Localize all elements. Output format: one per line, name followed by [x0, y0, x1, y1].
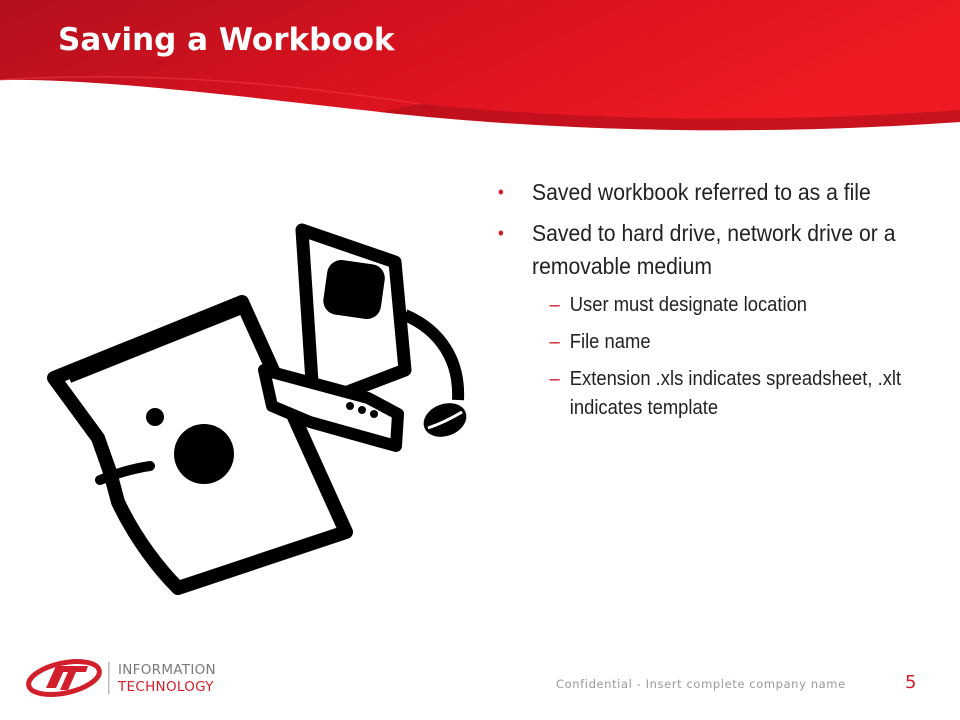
sub-bullet-text: File name: [569, 331, 651, 353]
bullet-text: Saved to hard drive, network drive or a removable medium: [532, 220, 896, 279]
sub-bullet-marker: –: [549, 331, 560, 353]
header-banner: [0, 0, 960, 140]
slide-title: Saving a Workbook: [58, 22, 395, 58]
sub-bullet-marker: –: [549, 368, 560, 390]
bullet-item: [498, 176, 928, 209]
logo-line-technology: TECHNOLOGY: [118, 679, 214, 695]
computer-clipart: [40, 210, 480, 595]
sub-bullet-text: User must designate location: [569, 294, 808, 316]
logo-line-information: INFORMATION: [118, 662, 216, 678]
bullet-list: [498, 176, 918, 431]
bullet-marker: •: [498, 182, 504, 202]
sub-bullet-item: [498, 291, 919, 320]
sub-bullet-item: [498, 328, 919, 357]
bullet-marker: •: [498, 223, 504, 243]
bullet-item: [498, 217, 928, 283]
confidential-notice: Confidential - Insert complete company name: [556, 677, 846, 691]
sub-bullet-marker: –: [549, 294, 560, 316]
logo-wordmark: [118, 662, 216, 696]
page-number: 5: [905, 672, 917, 693]
sub-bullet-text: Extension .xls indicates spreadsheet, .xlt indicates template: [569, 368, 902, 419]
bullet-text: Saved workbook referred to as a file: [532, 179, 871, 205]
sub-bullet-item: [498, 365, 919, 423]
